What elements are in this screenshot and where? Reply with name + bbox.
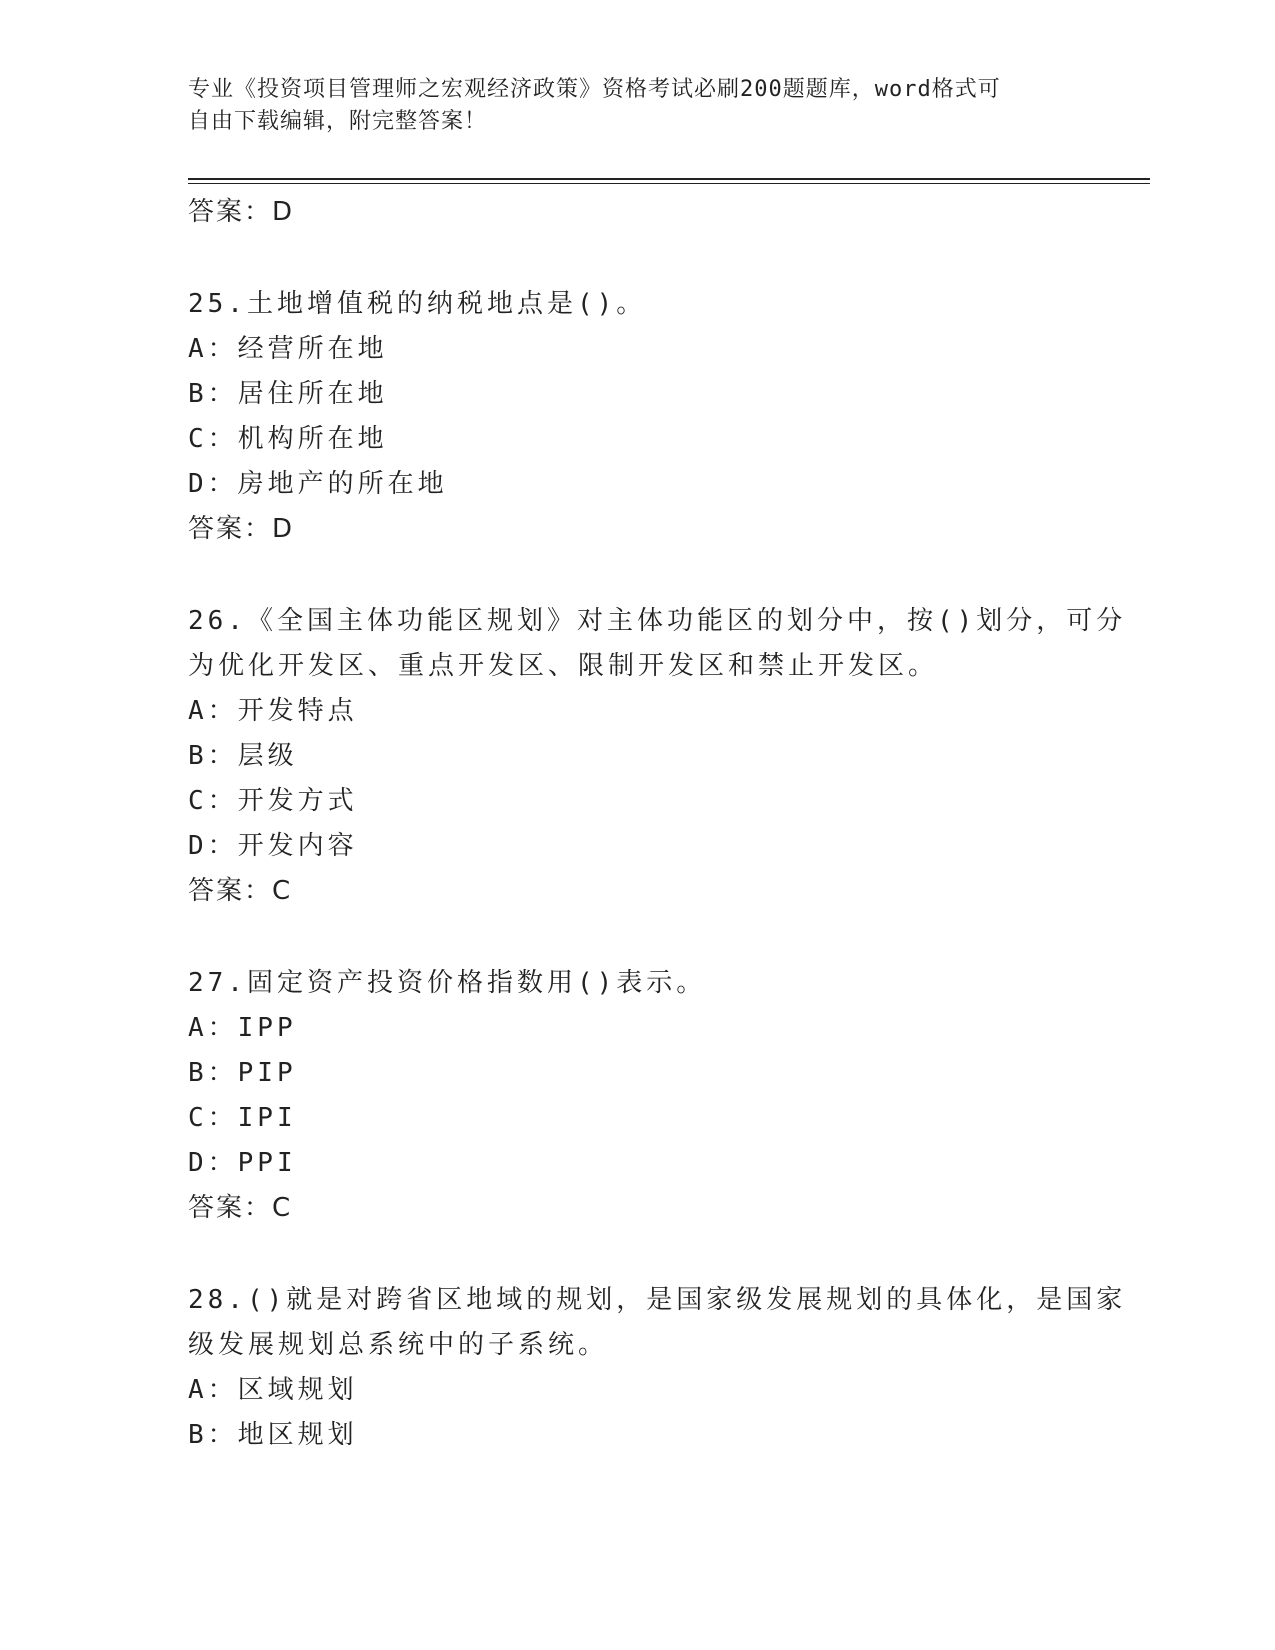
option-b: B：地区规划 [188,1420,358,1450]
option-a: A：IPP [188,1013,297,1043]
option-c: C：机构所在地 [188,424,388,454]
question-stem-continued: 为优化开发区、重点开发区、限制开发区和禁止开发区。 [188,651,939,681]
answer-line: 答案：D [188,197,295,227]
header-line-2: 自由下载编辑，附完整答案！ [188,109,488,134]
spacer [188,1231,1088,1278]
option-a: A：开发特点 [188,696,358,726]
question-stem: 27.固定资产投资价格指数用()表示。 [188,968,707,998]
question-stem: 28.()就是对跨省区地域的规划，是国家级发展规划的具体化，是国家 [188,1285,1127,1315]
option-a: A：区域规划 [188,1375,358,1405]
spacer [188,235,1088,282]
question-block [188,599,1127,914]
header-line-1: 专业《投资项目管理师之宏观经济政策》资格考试必刷200题题库，word格式可 [188,77,1001,102]
option-d: D：开发内容 [188,831,358,861]
spacer [188,552,1088,599]
option-b: B：层级 [188,741,298,771]
option-a: A：经营所在地 [188,334,388,364]
answer-line: 答案：C [188,1193,293,1223]
question-stem: 26.《全国主体功能区规划》对主体功能区的划分中，按()划分，可分 [188,606,1127,636]
question-stem-continued: 级发展规划总系统中的子系统。 [188,1330,609,1360]
option-d: D：房地产的所在地 [188,469,448,499]
option-d: D：PPI [188,1148,297,1178]
question-block [188,961,1088,1231]
answer-line: 答案：C [188,876,293,906]
spacer [188,914,1088,961]
option-b: B：PIP [188,1058,297,1088]
option-b: B：居住所在地 [188,379,388,409]
question-list [188,190,1127,1458]
document-header [188,74,1068,138]
question-block [188,1278,1127,1458]
header-divider-thick [188,178,1150,180]
option-c: C：IPI [188,1103,297,1133]
option-c: C：开发方式 [188,786,358,816]
header-divider-thin [188,183,1150,184]
question-stem: 25.土地增值税的纳税地点是()。 [188,289,647,319]
question-block [188,282,1088,552]
answer-line: 答案：D [188,514,295,544]
